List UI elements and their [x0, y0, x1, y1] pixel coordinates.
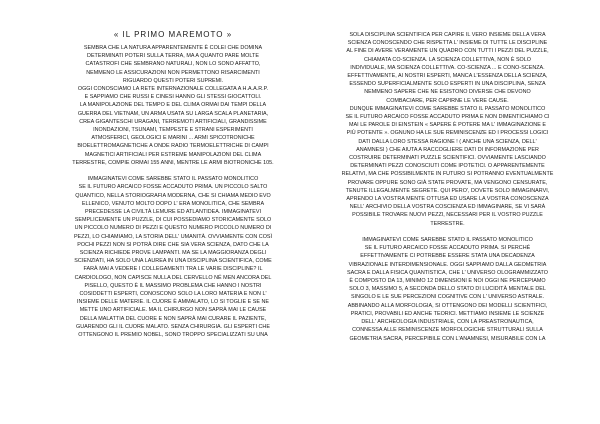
- text-line: APRENDO LA VOSTRA MENTE OTTUSA ED USARE LA VOSTRA CONOSCENZA: [346, 196, 549, 203]
- text-line: ABBINANDO ALLA MORFOLOGIA, SI OTTENGONO DEI MODELLI SCIENTIFICI,: [347, 302, 548, 309]
- text-line: NELL' ARCHIVIO DELLA VOSTRA COSCIENZA ED IMMAGINARE, SE VI SARÀ: [349, 204, 546, 211]
- text-line: È COMPOSTO DA 13, MINIMO 12 DIMENSIONI E NOI OGGI NE PERCEPIAMO: [349, 278, 546, 285]
- text-line: CONNESSA ALLE REMINISCENZE MORFOLOGICHE STRUTTURALI SULLA: [352, 327, 543, 334]
- text-line: AL FINE DI AVERE VERAMENTE UN QUADRO CON TUTTI I PEZZI DEL PUZZLE,: [346, 48, 549, 55]
- text-line: PEZZI, LO CHIAMIAMO, LA STORIA DELL' UMANITÀ. OVVIAMENTE CON COSÌ: [73, 233, 273, 240]
- text-line: SE IL FUTURO ARCAICO FOSSE ACCADUTO PRIMA E NON DIMENTICHIAMO CI: [345, 114, 550, 121]
- text-line: SOLA DISCIPLINA SCIENTIFICA PER CAPIRE IL VERO INSIEME DELLA VERA: [349, 32, 546, 38]
- text-line: DATI DALLA LORO STESSA RAGIONE ! ( ANCHE UNA SCIENZA, DELL': [358, 138, 537, 145]
- text-line: ELLENICO, VENUTO MOLTO DOPO L' ERA MONOLITICA, CHE SEMBRA: [81, 200, 265, 207]
- text-line: COSIDDETTI ESPERTI, CONOSCONO SOLO LA LORO MATERIA E NON L': [79, 291, 267, 298]
- text-line: GEOMETRIA SACRA, PERCEPIBILE CON L'ANAMNESI, MISURABILE CON LA: [349, 335, 546, 342]
- text-line: SE IL FUTURO ARCAICO FOSSE ACCADUTO PRIMA. UN PICCOLO SALTO: [78, 184, 268, 191]
- text-line: CATASTROFI CHE SEMBRANO NATURALI, NON LO SONO AFFATTO,: [85, 61, 261, 68]
- text-line: INDIVIDUALE, MA SCIENZA COLLETTIVA. CO-SCIENZA ... E CONO-SCENZA.: [350, 64, 545, 71]
- text-line: EFFETTIVAMENTE CI POTREBBE ESSERE STATA UNA DECADENZA: [360, 253, 535, 260]
- text-line: NEMMENO LE ASSICURAZIONI NON PERMETTONO RISARCIMENTI: [86, 69, 260, 76]
- text-line: NEMMENO SAPERE CHE NE ESISTONO DIVERSE CHE DEVONO: [364, 89, 531, 96]
- text-line: POCHI PEZZI NON SI POTRÀ DIRE CHE SIA VERA SCIENZA, DATO CHE LA: [77, 241, 269, 248]
- right-column: [316, 31, 579, 343]
- text-line: PROVARE OPPURE SONO GIÀ STATE PROVATE, MA VENGONO CENSURATE,: [347, 179, 548, 186]
- text-line: IMMAGINATEVI COME SAREBBE STATO IL PASSATO MONOLITICO: [362, 237, 533, 244]
- text-line: TERRESTRE, COMPIE ORMAI 155 ANNI, MENTRE LE ARMI BIOTRONICHE 105.: [72, 159, 274, 166]
- text-line: INONDAZIONI, TSUNAMI, TEMPESTE E STRANI ESPERIMENTI: [93, 127, 253, 134]
- text-line: FARÀ MAI A VEDERE I COLLEGAMENTI TRA LE VARIE DISCIPLINE? IL: [83, 266, 263, 273]
- text-line: ATMOSFERICI, GEOLOGICI E MARINI ... ARMI SPICOTRONICHE: [91, 135, 255, 142]
- text-line: QUANTICO, NELLA STORIOGRAFIA MODERNA, CHE SI CHIAMA MEDIO EVO: [75, 192, 271, 199]
- text-line: COMBACIARE, PER CAPIRNE LE VERE CAUSE.: [386, 97, 509, 104]
- text-line: ANAMNESI ) CHE AIUTA A RACCOGLIERE DATI DI INFORMAZIONE PER: [356, 146, 539, 153]
- text-line: CHIAMATA CO-SCIENZA. LA SCIENZA COLLETTIVA, NON È SOLO: [363, 56, 532, 63]
- left-column: [42, 44, 304, 339]
- text-line: DETERMINATI POTERI SULLA TERRA, MA A QUANTO PARE MOLTE: [87, 53, 259, 60]
- text-line: OTTENGONO IL PREMIO NOBEL, SONO TROPPO SPECIALIZZATI SU UNA: [78, 332, 268, 339]
- text-line: CREA GIGANTESCHI URAGANI, TERREMOTI ARTIFICIALI, GRANDISSIME: [79, 118, 267, 125]
- text-line: [42, 167, 304, 175]
- text-line: PRATICI, PROVABILI ED ANCHE TEORICI. METTIAMO INSIEME LE SCIENZE: [350, 310, 545, 317]
- text-line: SE IL FUTURO ARCAICO FOSSE ACCADUTO PRIMA. SI PERCHÉ: [364, 245, 531, 252]
- text-line: ESSENDO SUPERFICIALMENTE SOLO ESPERTI IN UNA DISCIPLINA, SENZA: [349, 81, 546, 88]
- text-line: METTE UNO ARTIFICIALE. MA IL CHIRURGO NON SAPRÀ MAI LE CAUSE: [79, 307, 267, 314]
- text-line: SCIENZA RICHIEDE PROVE LAMPANTI. MA SE LA MAGGIORANZA DEGLI: [79, 250, 267, 257]
- text-line: TERRESTRE.: [430, 220, 465, 227]
- text-line: VIBRAZIONALE INTERDIMENSIONALE. OGGI SAPPIAMO DALLA GEOMETRIA: [348, 261, 547, 268]
- text-line: MAGNETICI ARTIFICIALI PER ESTREME MANIPOLAZIONI DEL CLIMA: [84, 151, 262, 158]
- text-line: MAI LE PAROLE DI EINSTEIN « SAPERE È POTERE MA L' IMMAGINAZIONE E: [349, 122, 546, 129]
- text-line: POSSIBILE TROVARE NUOVI PEZZI, NECESSARI PER IL VOSTRO PUZZLE: [352, 212, 543, 219]
- text-line: E SAPPIAMO CHE RUSSI E CINESI HANNO GLI STESSI GIOCATTOLI.: [84, 94, 262, 101]
- text-line: GUARENDO GLI IL CUORE MALATO. SENZA CHIRURGIA. GLI ESPERTI CHE: [76, 323, 270, 330]
- text-line: PRECEDESSE LA CIVILTÀ LEMURE ED ATLANTIDEA. IMMAGINATEVI: [84, 209, 262, 216]
- text-line: SEMPLICEMENTE UN PUZZLE, DI CUI POSSEDIAMO STORICAMENTE SOLO: [74, 217, 272, 224]
- text-line: PIÙ POTENTE ». OGNUNO HA LE SUE REMINISCENZE ED I PROCESSI LOGICI: [346, 130, 549, 137]
- text-line: TENUTE ILLEGALMENTE SEGRETE. QUI PERO', DOVETE SOLO IMMAGINARVI,: [345, 187, 550, 194]
- text-line: UN PICCOLO NUMERO DI PEZZI E QUESTO NUMERO PICCOLO NUMERO DI: [74, 225, 272, 232]
- text-line: INSIEME DELLE MATERIE. IL CUORE È AMMALATO, LO SI TOGLIE E SE NE: [77, 299, 269, 306]
- text-line: BIOELETTROMAGNETICHE A ONDE RADIO TERMOELETTRICHE DI CAMPI: [77, 143, 269, 150]
- text-line: LA MANIPOLAZIONE DEL TEMPO E DEL CLIMA ORMAI DAI TEMPI DELLA: [79, 102, 267, 109]
- text-line: DUNQUE IMMAGINATEVI COME SAREBBE STATO IL PASSATO MONOLITICO: [349, 105, 546, 112]
- text-line: DELLA MALATTIA DEL CUORE E NON SAPRÀ MAI CURARE IL PAZIENTE,: [79, 315, 267, 322]
- text-line: RIGUARDO QUESTI POTERI SUPREMI.: [122, 77, 224, 84]
- text-line: SINGOLO E LE SUE PERCEZIONI COGNITIVE CON L' UNIVERSO ASTRALE.: [350, 294, 545, 301]
- text-line: IMMAGINATEVI COME SAREBBE STATO IL PASSATO MONOLITICO: [87, 176, 259, 183]
- text-line: RELATIVI, MA CHE POSSIBILMENTE IN FUTURO SI POTRANNO EVENTUALMENTE: [341, 171, 554, 178]
- text-line: EFFETTIVAMENTE, AI NOSTRI ESPERTI, MANCA L'ESSENZA DELLA SCIENZA,: [347, 73, 548, 80]
- text-line: GUERRA DEL VIETNAM, UN ARMA USATA SU LARGA SCALA PLANETARIA,: [77, 110, 269, 117]
- text-line: COSTRUIRE DETERMINATI PUZZLE SCIENTIFICI. OVVIAMENTE LASCIANDO: [349, 155, 546, 162]
- text-line: SCIENZA CONOSCENDO CHE RISPETTA L' INSIEME DI TUTTE LE DISCIPLINE: [347, 40, 548, 47]
- page-title: « IL PRIMO MAREMOTO »: [113, 30, 233, 39]
- text-line: DETERMINATI PEZZI CONOSCIUTI COME IPOTETICI. O APPARENTEMENTE: [350, 163, 545, 170]
- text-line: OGGI CONOSCIAMO LA RETE INTERNAZIONALE COLLEGATA A H.A.A.R.P.: [77, 86, 269, 93]
- text-line: SCIENZIATI, HA SOLO UNA LAUREA IN UNA DISCIPLINA SCIENTIFICA, COME: [74, 258, 272, 265]
- text-line: PISELLO, QUESTO È IL MASSIMO PROBLEMA CHE HANNO I NOSTRI: [84, 282, 262, 289]
- text-line: [316, 228, 579, 236]
- text-line: SOLO 3, MASSIMO 5, A SECONDA DELLO STATO DI LUCIDITÀ MENTALE DEL: [349, 286, 546, 293]
- text-line: SACRA E DALLA FISICA QUANTISTICA, CHE L' UNIVERSO OLOGRAMMIZZATO: [346, 269, 548, 276]
- text-line: CARDIOLOGO, NON CAPISCE NULLA DEL CERVELLO NÉ MEN ANCORA DEL: [74, 274, 272, 281]
- text-line: DELL' ARCHEOLOGIA INDUSTRIALE, CON LA PREASTRONAUTICA,: [361, 319, 534, 326]
- text-line: SEMBRA CHE LA NATURA APPARENTEMENTE È COLEI CHE DOMINA: [83, 45, 263, 51]
